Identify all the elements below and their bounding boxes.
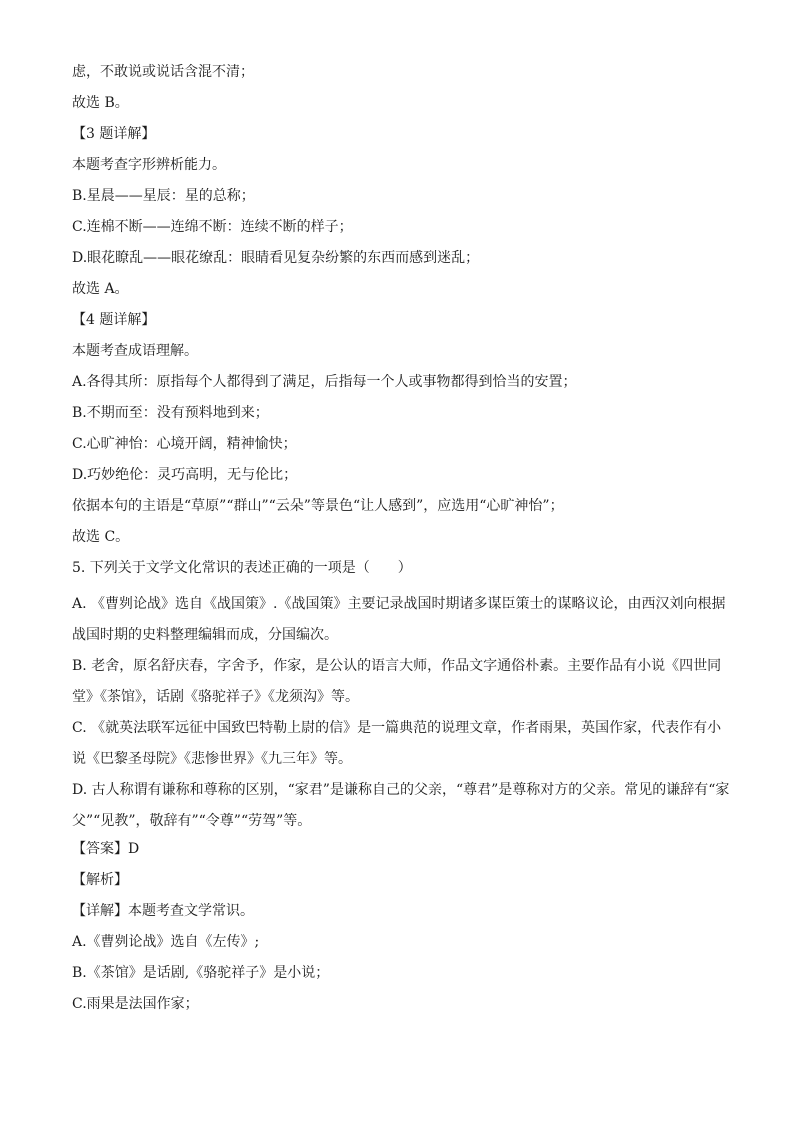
question-stem: 5. 下列关于文学文化常识的表述正确的一项是（ ） [72, 560, 412, 576]
text-line: B.星晨——星辰：星的总称； [72, 188, 255, 204]
detail-line: C.雨果是法国作家； [72, 996, 199, 1012]
detail-line: B.《茶馆》是话剧,《骆驼祥子》是小说； [72, 965, 330, 981]
document-page [72, 62, 732, 1025]
text-line: 故选 B。 [72, 95, 129, 111]
text-line: 本题考查字形辨析能力。 [72, 157, 226, 173]
text-line: D.巧妙绝伦：灵巧高明，无与伦比； [72, 467, 298, 483]
section-heading: 【3 题详解】 [72, 126, 156, 142]
text-line: 故选 A。 [72, 281, 129, 297]
text-line: 依据本句的主语是“草原”“群山”“云朵”等景色“让人感到”，应选用“心旷神怡”； [72, 498, 564, 514]
option-a: A. 《曹刿论战》选自《战国策》.《战国策》主要记录战国时期诸多谋臣策士的谋略议论，由西汉刘向根据战国时期的史料整理编辑而成，分国编次。 [72, 596, 726, 643]
text-line: A.各得其所：原指每个人都得到了满足，后指每一个人或事物都得到恰当的安置； [72, 374, 577, 390]
text-line: C.心旷神怡：心境开阔，精神愉快； [72, 436, 297, 452]
text-line: 虑，不敢说或说话含混不清； [72, 64, 254, 80]
section-heading: 【4 题详解】 [72, 312, 156, 328]
detail-line: A.《曹刿论战》选自《左传》; [72, 934, 260, 950]
text-line: 本题考查成语理解。 [72, 343, 198, 359]
option-b: B. 老舍，原名舒庆春，字舍予，作家，是公认的语言大师，作品文字通俗朴素。主要作品有小说《四世同堂》《茶馆》，话剧《骆驼祥子》《龙须沟》等。 [72, 658, 722, 705]
text-line: D.眼花瞭乱——眼花缭乱：眼睛看见复杂纷繁的东西而感到迷乱； [72, 250, 480, 266]
text-line: C.连棉不断——连绵不断：连续不断的样子； [72, 219, 353, 235]
answer-label: 【答案】D [72, 841, 140, 857]
analysis-label: 【解析】 [72, 872, 128, 888]
detail-line: 【详解】本题考查文学常识。 [72, 903, 254, 919]
text-line: B.不期而至：没有预料地到来； [72, 405, 269, 421]
text-line: 故选 C。 [72, 529, 130, 545]
option-d: D. 古人称谓有谦称和尊称的区别，“家君”是谦称自己的父亲，“尊君”是尊称对方的父亲。常见的谦辞有“家父”“见教”，敬辞有”“令尊”“劳驾”等。 [72, 782, 730, 829]
option-c: C. 《就英法联军远征中国致巴特勒上尉的信》是一篇典范的说理文章，作者雨果，英国作家，代表作有小说《巴黎圣母院》《悲惨世界》《九三年》等。 [72, 720, 722, 767]
